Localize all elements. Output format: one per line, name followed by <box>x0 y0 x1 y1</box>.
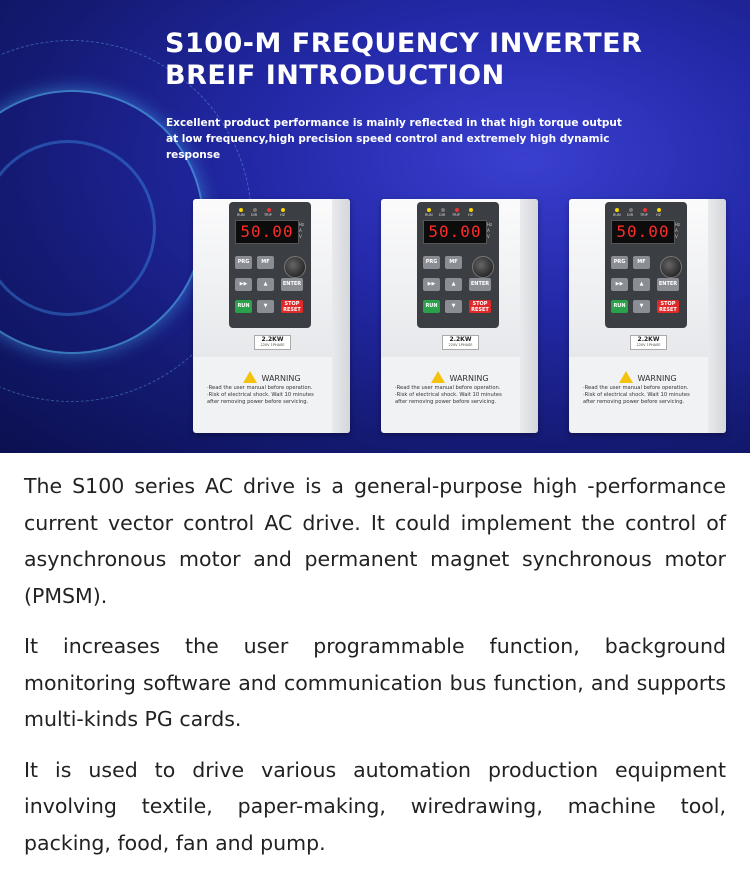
unit-label: Hz <box>675 222 681 227</box>
rating-label: 2.2KW <box>449 336 472 343</box>
warning-icon <box>431 371 445 383</box>
led-label: DIR <box>251 213 258 217</box>
stop-label: STOP <box>472 301 488 307</box>
led-label: HZ <box>468 213 474 217</box>
warning-title: WARNING <box>637 374 677 383</box>
stop-reset-key <box>469 300 491 313</box>
led-label: RUN <box>425 213 433 217</box>
phase-label: 220V 1PHASE <box>260 343 285 347</box>
led-label: RUN <box>237 213 245 217</box>
warning-text: ·Read the user manual before operation. <box>207 385 313 391</box>
unit-label: Hz <box>487 222 493 227</box>
led-label: RUN <box>613 213 621 217</box>
dial-knob-icon <box>284 256 306 278</box>
warning-text: ·Read the user manual before operation. <box>583 385 689 391</box>
unit-label: Hz <box>299 222 305 227</box>
warning-title: WARNING <box>449 374 489 383</box>
up-key: ▲ <box>257 278 274 291</box>
description-paragraph: The S100 series AC drive is a general-purpose high -performance current vector control AC drive. It could implement the control of asynchronous motor and permanent magnet synchronous motor (PMSM). <box>24 474 726 608</box>
down-key: ▼ <box>257 300 274 313</box>
rating-label: 2.2KW <box>637 336 660 343</box>
warning-text: after removing power before servicing. <box>207 399 309 405</box>
run-key: RUN <box>423 300 440 313</box>
prg-key: PRG <box>423 256 440 269</box>
dial-knob-icon <box>660 256 682 278</box>
shift-key: ▶▶ <box>611 278 628 291</box>
led-label: DIR <box>439 213 446 217</box>
inverter-keypad <box>229 202 311 328</box>
down-key: ▼ <box>445 300 462 313</box>
up-key: ▲ <box>633 278 650 291</box>
unit-label: V <box>675 234 678 239</box>
stop-reset-key <box>281 300 303 313</box>
reset-label: RESET <box>471 307 489 313</box>
banner-title <box>165 28 642 92</box>
rating-label: 2.2KW <box>261 336 284 343</box>
warning-icon <box>619 371 633 383</box>
led-label: HZ <box>280 213 286 217</box>
banner-subtitle: Excellent product performance is mainly reflected in that high torque output at low frequency,high precision speed control and extremely high dynamic response <box>166 117 622 161</box>
warning-text: ·Risk of electrical shock. Wait 10 minutes <box>395 392 502 398</box>
mf-key: MF <box>257 256 274 269</box>
enter-key: ENTER <box>469 278 491 291</box>
led-label: DIR <box>627 213 634 217</box>
warning-text: after removing power before servicing. <box>583 399 685 405</box>
led-label: HZ <box>656 213 662 217</box>
unit-label: A <box>675 228 678 233</box>
warning-label <box>395 371 525 406</box>
unit-label: A <box>487 228 490 233</box>
reset-label: RESET <box>659 307 677 313</box>
prg-key: PRG <box>611 256 628 269</box>
warning-text: after removing power before servicing. <box>395 399 497 405</box>
inverter-keypad <box>417 202 499 328</box>
warning-text: ·Read the user manual before operation. <box>395 385 501 391</box>
mf-key: MF <box>633 256 650 269</box>
reset-label: RESET <box>283 307 301 313</box>
stop-label: STOP <box>284 301 300 307</box>
mf-key: MF <box>445 256 462 269</box>
rating-plate <box>254 335 291 350</box>
phase-label: 220V 1PHASE <box>448 343 473 347</box>
warning-text: ·Risk of electrical shock. Wait 10 minutes <box>583 392 690 398</box>
rating-plate <box>630 335 667 350</box>
warning-title: WARNING <box>261 374 301 383</box>
led-label: TRIP <box>264 213 272 217</box>
banner-title-line2: BREIF INTRODUCTION <box>165 60 505 91</box>
inverter-keypad <box>605 202 687 328</box>
shift-key: ▶▶ <box>235 278 252 291</box>
led-label: TRIP <box>452 213 460 217</box>
warning-icon <box>243 371 257 383</box>
inverter-product-image <box>193 199 350 433</box>
run-key: RUN <box>611 300 628 313</box>
led-label: TRIP <box>640 213 648 217</box>
rating-plate <box>442 335 479 350</box>
warning-label <box>207 371 337 406</box>
inverter-product-image <box>381 199 538 433</box>
unit-label: A <box>299 228 302 233</box>
description-text <box>24 468 726 875</box>
unit-label: V <box>299 234 302 239</box>
warning-label <box>583 371 713 406</box>
frequency-display: 50.00 <box>611 220 675 244</box>
stop-reset-key <box>657 300 679 313</box>
enter-key: ENTER <box>281 278 303 291</box>
description-paragraph: It is used to drive various automation production equipment involving textile, paper-making, wiredrawing, machine tool, packing, food, fan and pump. <box>24 757 726 855</box>
dial-knob-icon <box>472 256 494 278</box>
frequency-display: 50.00 <box>235 220 299 244</box>
unit-label: V <box>487 234 490 239</box>
stop-label: STOP <box>660 301 676 307</box>
prg-key: PRG <box>235 256 252 269</box>
run-key: RUN <box>235 300 252 313</box>
up-key: ▲ <box>445 278 462 291</box>
description-paragraph: It increases the user programmable function, background monitoring software and communication bus function, and supports multi-kinds PG cards. <box>24 634 726 731</box>
enter-key: ENTER <box>657 278 679 291</box>
inverter-product-image <box>569 199 726 433</box>
warning-text: ·Risk of electrical shock. Wait 10 minutes <box>207 392 314 398</box>
frequency-display: 50.00 <box>423 220 487 244</box>
banner-title-line1: S100-M FREQUENCY INVERTER <box>165 28 643 59</box>
down-key: ▼ <box>633 300 650 313</box>
phase-label: 220V 1PHASE <box>636 343 661 347</box>
shift-key: ▶▶ <box>423 278 440 291</box>
